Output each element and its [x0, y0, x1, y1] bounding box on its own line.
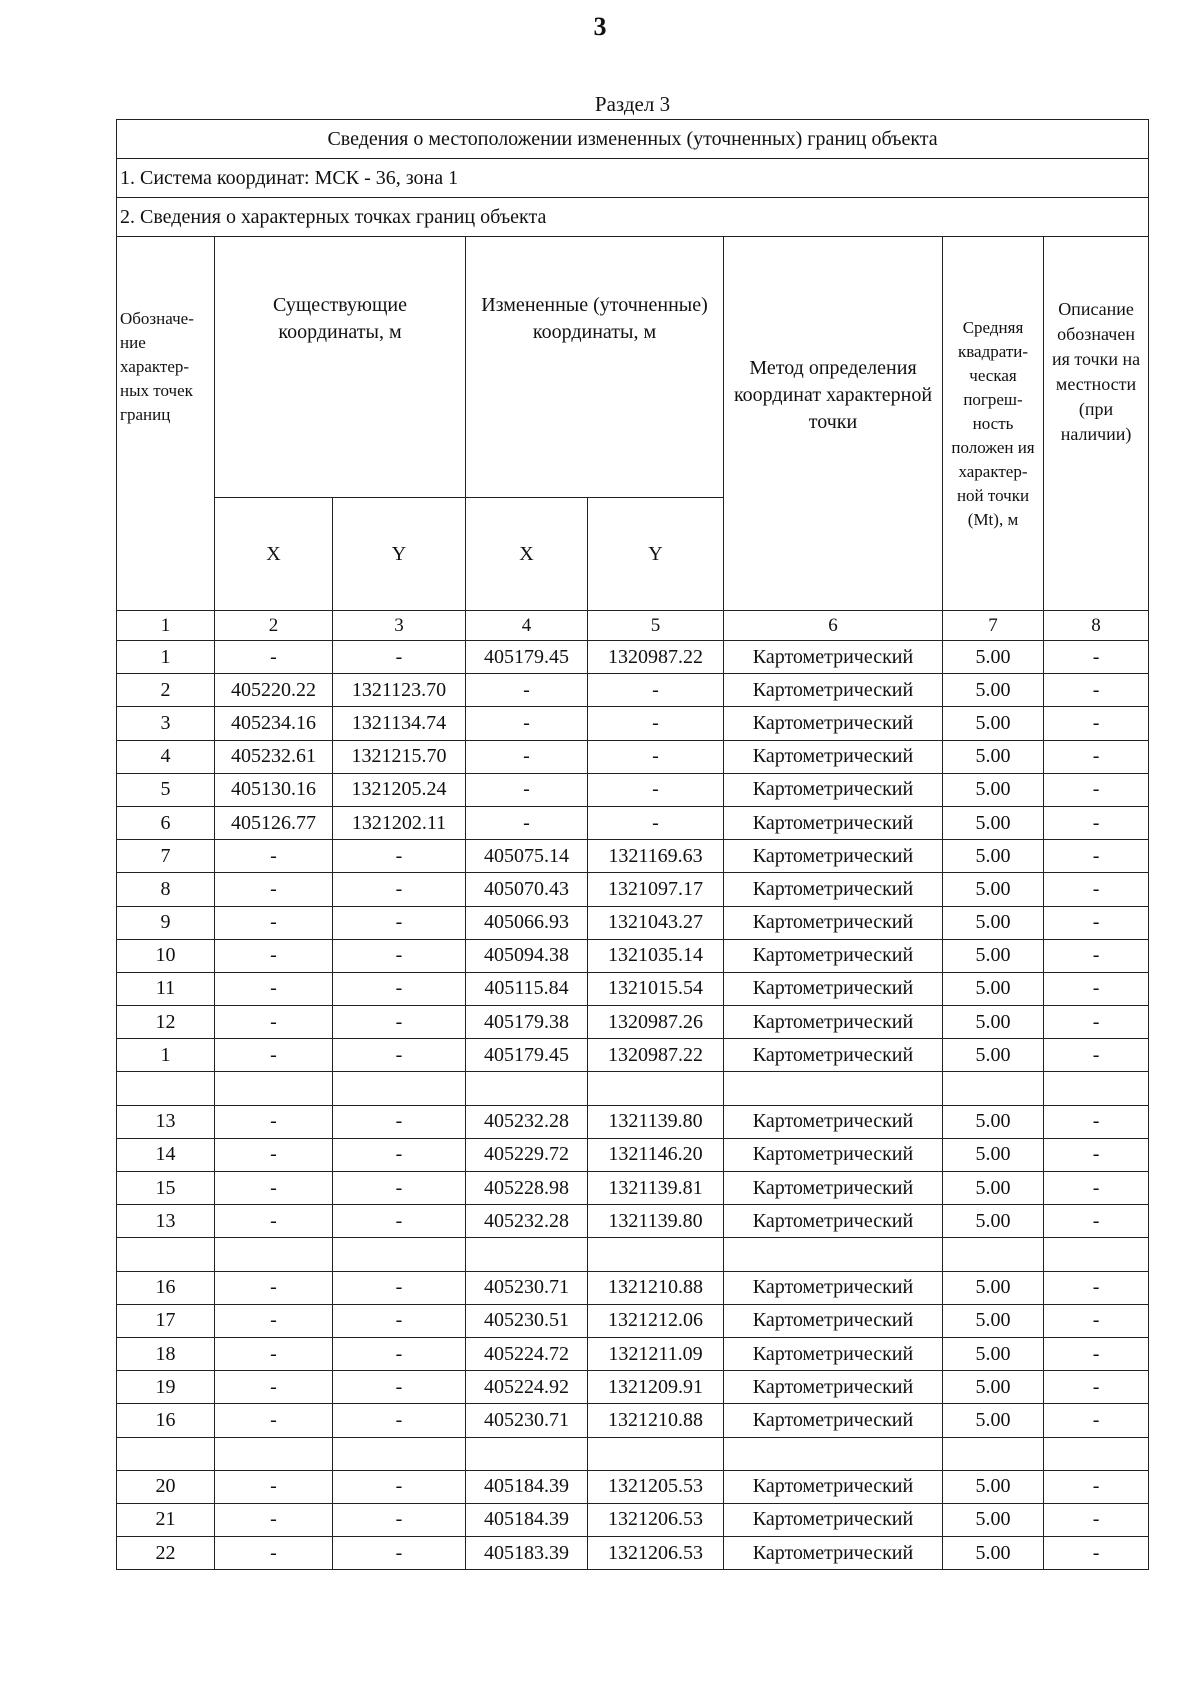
- table-row: [117, 1337, 1149, 1370]
- point-description: -: [1044, 1105, 1149, 1138]
- existing-x: -: [215, 1105, 333, 1138]
- changed-y: 1321211.09: [588, 1337, 724, 1370]
- existing-y: -: [333, 1039, 466, 1072]
- changed-y: 1321146.20: [588, 1138, 724, 1171]
- mean-square-error: 5.00: [943, 1304, 1044, 1337]
- existing-y: -: [333, 1337, 466, 1370]
- header-changed-x: X: [466, 498, 588, 611]
- mean-square-error: 5.00: [943, 806, 1044, 839]
- mean-square-error: 5.00: [943, 972, 1044, 1005]
- changed-y: 1321169.63: [588, 840, 724, 873]
- point-designation: 1: [117, 1039, 215, 1072]
- points-heading: 2. Сведения о характерных точках границ объекта: [117, 198, 1149, 237]
- changed-y: -: [588, 674, 724, 707]
- method: Картометрический: [724, 773, 943, 806]
- empty-cell: [215, 1437, 333, 1470]
- changed-y: 1321210.88: [588, 1271, 724, 1304]
- column-number: 7: [943, 611, 1044, 641]
- changed-x: -: [466, 806, 588, 839]
- section-title: Раздел 3: [594, 92, 671, 116]
- changed-x: 405232.28: [466, 1205, 588, 1238]
- mean-square-error: 5.00: [943, 873, 1044, 906]
- boundary-points-table: [116, 119, 1149, 1570]
- table-row: [117, 1470, 1149, 1503]
- column-number: 1: [117, 611, 215, 641]
- empty-cell: [1044, 1072, 1149, 1105]
- point-designation: 16: [117, 1271, 215, 1304]
- existing-x: -: [215, 873, 333, 906]
- point-designation: 19: [117, 1371, 215, 1404]
- existing-y: -: [333, 1304, 466, 1337]
- method: Картометрический: [724, 1470, 943, 1503]
- changed-x: 405179.45: [466, 1039, 588, 1072]
- existing-x: 405220.22: [215, 674, 333, 707]
- existing-y: 1321134.74: [333, 707, 466, 740]
- column-number: 8: [1044, 611, 1149, 641]
- mean-square-error: 5.00: [943, 1138, 1044, 1171]
- point-description: -: [1044, 1172, 1149, 1205]
- existing-x: -: [215, 1371, 333, 1404]
- point-designation: 13: [117, 1105, 215, 1138]
- existing-x: -: [215, 1006, 333, 1039]
- existing-y: -: [333, 1537, 466, 1570]
- existing-y: -: [333, 906, 466, 939]
- changed-x: 405184.39: [466, 1503, 588, 1536]
- table-row: [117, 873, 1149, 906]
- existing-y: -: [333, 873, 466, 906]
- table-row: [117, 707, 1149, 740]
- changed-y: 1321043.27: [588, 906, 724, 939]
- point-designation: 15: [117, 1172, 215, 1205]
- existing-y: 1321215.70: [333, 740, 466, 773]
- table-row: [117, 1172, 1149, 1205]
- point-designation: 21: [117, 1503, 215, 1536]
- table-row: [117, 1537, 1149, 1570]
- empty-cell: [333, 1437, 466, 1470]
- header-description: Описание обозначен ия точки на местности (при наличии): [1044, 237, 1149, 611]
- changed-x: 405230.71: [466, 1404, 588, 1437]
- existing-y: -: [333, 1172, 466, 1205]
- method: Картометрический: [724, 707, 943, 740]
- column-number: 3: [333, 611, 466, 641]
- empty-cell: [588, 1072, 724, 1105]
- existing-y: 1321202.11: [333, 806, 466, 839]
- point-designation: 14: [117, 1138, 215, 1171]
- changed-y: 1321035.14: [588, 939, 724, 972]
- method: Картометрический: [724, 1337, 943, 1370]
- changed-x: 405075.14: [466, 840, 588, 873]
- point-description: -: [1044, 840, 1149, 873]
- changed-x: 405094.38: [466, 939, 588, 972]
- existing-y: -: [333, 840, 466, 873]
- method: Картометрический: [724, 1371, 943, 1404]
- header-changed-coordinates: Измененные (уточненные) координаты, м: [466, 237, 724, 498]
- empty-cell: [333, 1072, 466, 1105]
- point-designation: 2: [117, 674, 215, 707]
- mean-square-error: 5.00: [943, 1537, 1044, 1570]
- point-designation: 13: [117, 1205, 215, 1238]
- existing-x: -: [215, 1172, 333, 1205]
- empty-cell: [1044, 1437, 1149, 1470]
- mean-square-error: 5.00: [943, 1039, 1044, 1072]
- existing-y: -: [333, 1503, 466, 1536]
- changed-x: 405070.43: [466, 873, 588, 906]
- changed-y: 1321097.17: [588, 873, 724, 906]
- empty-cell: [117, 1072, 215, 1105]
- existing-y: -: [333, 641, 466, 674]
- existing-x: 405130.16: [215, 773, 333, 806]
- method: Картометрический: [724, 1304, 943, 1337]
- changed-x: 405232.28: [466, 1105, 588, 1138]
- table-row: [117, 1503, 1149, 1536]
- empty-cell: [215, 1238, 333, 1271]
- point-description: -: [1044, 1371, 1149, 1404]
- empty-cell: [724, 1238, 943, 1271]
- point-designation: 9: [117, 906, 215, 939]
- existing-y: -: [333, 1371, 466, 1404]
- point-designation: 7: [117, 840, 215, 873]
- point-designation: 17: [117, 1304, 215, 1337]
- empty-cell: [333, 1238, 466, 1271]
- point-designation: 1: [117, 641, 215, 674]
- column-number: 5: [588, 611, 724, 641]
- changed-y: 1321210.88: [588, 1404, 724, 1437]
- existing-x: -: [215, 1138, 333, 1171]
- mean-square-error: 5.00: [943, 1205, 1044, 1238]
- table-row-separator: [117, 1072, 1149, 1105]
- changed-y: -: [588, 773, 724, 806]
- point-description: -: [1044, 1271, 1149, 1304]
- header-method: Метод определения координат характерной точки: [724, 237, 943, 611]
- table-row: [117, 840, 1149, 873]
- point-description: -: [1044, 906, 1149, 939]
- empty-cell: [466, 1238, 588, 1271]
- method: Картометрический: [724, 641, 943, 674]
- point-designation: 22: [117, 1537, 215, 1570]
- method: Картометрический: [724, 1006, 943, 1039]
- changed-x: 405179.38: [466, 1006, 588, 1039]
- existing-x: 405234.16: [215, 707, 333, 740]
- method: Картометрический: [724, 840, 943, 873]
- existing-x: -: [215, 1404, 333, 1437]
- point-description: -: [1044, 1503, 1149, 1536]
- existing-x: -: [215, 1503, 333, 1536]
- point-description: -: [1044, 939, 1149, 972]
- changed-y: 1321209.91: [588, 1371, 724, 1404]
- changed-x: 405179.45: [466, 641, 588, 674]
- mean-square-error: 5.00: [943, 1271, 1044, 1304]
- mean-square-error: 5.00: [943, 1470, 1044, 1503]
- empty-cell: [1044, 1238, 1149, 1271]
- table-row: [117, 1039, 1149, 1072]
- empty-cell: [588, 1238, 724, 1271]
- existing-x: -: [215, 1337, 333, 1370]
- existing-y: 1321205.24: [333, 773, 466, 806]
- header-error: Средняя квадрати-ческая погреш-ность положен ия характер-ной точки (Mt), м: [943, 237, 1044, 611]
- existing-y: -: [333, 1205, 466, 1238]
- empty-cell: [466, 1437, 588, 1470]
- table-row: [117, 939, 1149, 972]
- table-row: [117, 641, 1149, 674]
- header-existing-y: Y: [333, 498, 466, 611]
- method: Картометрический: [724, 1039, 943, 1072]
- point-description: -: [1044, 1470, 1149, 1503]
- method: Картометрический: [724, 1537, 943, 1570]
- mean-square-error: 5.00: [943, 1172, 1044, 1205]
- table-row: [117, 1105, 1149, 1138]
- header-designation: Обозначе-ние характер-ных точек границ: [117, 237, 215, 611]
- changed-y: 1321212.06: [588, 1304, 724, 1337]
- mean-square-error: 5.00: [943, 840, 1044, 873]
- empty-cell: [724, 1437, 943, 1470]
- changed-y: 1320987.22: [588, 1039, 724, 1072]
- empty-cell: [943, 1072, 1044, 1105]
- empty-cell: [588, 1437, 724, 1470]
- point-description: -: [1044, 773, 1149, 806]
- changed-y: -: [588, 740, 724, 773]
- method: Картометрический: [724, 906, 943, 939]
- point-designation: 10: [117, 939, 215, 972]
- point-description: -: [1044, 1337, 1149, 1370]
- changed-x: 405229.72: [466, 1138, 588, 1171]
- point-designation: 18: [117, 1337, 215, 1370]
- method: Картометрический: [724, 806, 943, 839]
- empty-cell: [724, 1072, 943, 1105]
- changed-x: 405184.39: [466, 1470, 588, 1503]
- point-description: -: [1044, 1039, 1149, 1072]
- method: Картометрический: [724, 1172, 943, 1205]
- method: Картометрический: [724, 939, 943, 972]
- table-row: [117, 1304, 1149, 1337]
- table-row: [117, 1404, 1149, 1437]
- mean-square-error: 5.00: [943, 773, 1044, 806]
- changed-x: 405115.84: [466, 972, 588, 1005]
- method: Картометрический: [724, 873, 943, 906]
- table-row: [117, 806, 1149, 839]
- changed-x: -: [466, 740, 588, 773]
- changed-x: 405183.39: [466, 1537, 588, 1570]
- existing-x: -: [215, 1304, 333, 1337]
- changed-y: 1320987.22: [588, 641, 724, 674]
- method: Картометрический: [724, 1404, 943, 1437]
- empty-cell: [215, 1072, 333, 1105]
- point-description: -: [1044, 740, 1149, 773]
- changed-y: 1321139.81: [588, 1172, 724, 1205]
- existing-x: -: [215, 972, 333, 1005]
- method: Картометрический: [724, 1138, 943, 1171]
- mean-square-error: 5.00: [943, 707, 1044, 740]
- point-designation: 16: [117, 1404, 215, 1437]
- empty-cell: [943, 1238, 1044, 1271]
- existing-x: -: [215, 1537, 333, 1570]
- table-row: [117, 674, 1149, 707]
- changed-y: 1320987.26: [588, 1006, 724, 1039]
- empty-cell: [117, 1437, 215, 1470]
- point-designation: 12: [117, 1006, 215, 1039]
- changed-y: 1321139.80: [588, 1105, 724, 1138]
- existing-x: -: [215, 939, 333, 972]
- point-description: -: [1044, 1006, 1149, 1039]
- changed-x: -: [466, 707, 588, 740]
- mean-square-error: 5.00: [943, 906, 1044, 939]
- changed-x: 405066.93: [466, 906, 588, 939]
- changed-x: 405224.92: [466, 1371, 588, 1404]
- point-designation: 8: [117, 873, 215, 906]
- changed-y: -: [588, 806, 724, 839]
- method: Картометрический: [724, 1503, 943, 1536]
- mean-square-error: 5.00: [943, 1503, 1044, 1536]
- point-description: -: [1044, 1205, 1149, 1238]
- table-row-separator: [117, 1238, 1149, 1271]
- existing-y: -: [333, 1006, 466, 1039]
- existing-y: -: [333, 972, 466, 1005]
- point-description: -: [1044, 873, 1149, 906]
- method: Картометрический: [724, 972, 943, 1005]
- point-description: -: [1044, 1304, 1149, 1337]
- point-designation: 20: [117, 1470, 215, 1503]
- method: Картометрический: [724, 1271, 943, 1304]
- table-row-separator: [117, 1437, 1149, 1470]
- empty-cell: [466, 1072, 588, 1105]
- table-row: [117, 1138, 1149, 1171]
- table-row: [117, 906, 1149, 939]
- existing-x: -: [215, 1039, 333, 1072]
- empty-cell: [117, 1238, 215, 1271]
- existing-x: -: [215, 1205, 333, 1238]
- mean-square-error: 5.00: [943, 1337, 1044, 1370]
- method: Картометрический: [724, 740, 943, 773]
- point-designation: 5: [117, 773, 215, 806]
- changed-y: 1321205.53: [588, 1470, 724, 1503]
- mean-square-error: 5.00: [943, 1006, 1044, 1039]
- point-designation: 6: [117, 806, 215, 839]
- coordinate-system: 1. Система координат: МСК - 36, зона 1: [117, 159, 1149, 198]
- existing-x: -: [215, 1470, 333, 1503]
- header-existing-coordinates: Существующие координаты, м: [215, 237, 466, 498]
- column-number: 6: [724, 611, 943, 641]
- existing-x: -: [215, 906, 333, 939]
- table-row: [117, 1371, 1149, 1404]
- mean-square-error: 5.00: [943, 641, 1044, 674]
- table-row: [117, 773, 1149, 806]
- changed-y: 1321015.54: [588, 972, 724, 1005]
- changed-x: -: [466, 773, 588, 806]
- point-description: -: [1044, 1138, 1149, 1171]
- mean-square-error: 5.00: [943, 1371, 1044, 1404]
- existing-y: -: [333, 1271, 466, 1304]
- existing-y: -: [333, 1105, 466, 1138]
- mean-square-error: 5.00: [943, 1105, 1044, 1138]
- point-designation: 4: [117, 740, 215, 773]
- point-description: -: [1044, 674, 1149, 707]
- table-caption: Сведения о местоположении измененных (уточненных) границ объекта: [117, 120, 1149, 159]
- point-description: -: [1044, 1404, 1149, 1437]
- existing-y: 1321123.70: [333, 674, 466, 707]
- changed-y: 1321206.53: [588, 1537, 724, 1570]
- table-row: [117, 972, 1149, 1005]
- page-number: 3: [593, 12, 607, 41]
- existing-y: -: [333, 1404, 466, 1437]
- existing-x: -: [215, 1271, 333, 1304]
- point-description: -: [1044, 972, 1149, 1005]
- existing-x: -: [215, 840, 333, 873]
- existing-x: 405232.61: [215, 740, 333, 773]
- header-changed-y: Y: [588, 498, 724, 611]
- mean-square-error: 5.00: [943, 939, 1044, 972]
- existing-x: 405126.77: [215, 806, 333, 839]
- column-number: 2: [215, 611, 333, 641]
- header-existing-x: X: [215, 498, 333, 611]
- changed-y: -: [588, 707, 724, 740]
- changed-x: 405230.51: [466, 1304, 588, 1337]
- existing-y: -: [333, 939, 466, 972]
- table-row: [117, 1006, 1149, 1039]
- changed-y: 1321139.80: [588, 1205, 724, 1238]
- empty-cell: [943, 1437, 1044, 1470]
- point-description: -: [1044, 707, 1149, 740]
- table-row: [117, 1205, 1149, 1238]
- point-description: -: [1044, 806, 1149, 839]
- existing-y: -: [333, 1138, 466, 1171]
- mean-square-error: 5.00: [943, 674, 1044, 707]
- changed-y: 1321206.53: [588, 1503, 724, 1536]
- point-designation: 11: [117, 972, 215, 1005]
- column-number: 4: [466, 611, 588, 641]
- method: Картометрический: [724, 1205, 943, 1238]
- table-row: [117, 1271, 1149, 1304]
- changed-x: 405228.98: [466, 1172, 588, 1205]
- point-description: -: [1044, 1537, 1149, 1570]
- table-row: [117, 740, 1149, 773]
- changed-x: 405224.72: [466, 1337, 588, 1370]
- changed-x: -: [466, 674, 588, 707]
- changed-x: 405230.71: [466, 1271, 588, 1304]
- method: Картометрический: [724, 674, 943, 707]
- mean-square-error: 5.00: [943, 740, 1044, 773]
- point-description: -: [1044, 641, 1149, 674]
- point-designation: 3: [117, 707, 215, 740]
- mean-square-error: 5.00: [943, 1404, 1044, 1437]
- existing-y: -: [333, 1470, 466, 1503]
- existing-x: -: [215, 641, 333, 674]
- method: Картометрический: [724, 1105, 943, 1138]
